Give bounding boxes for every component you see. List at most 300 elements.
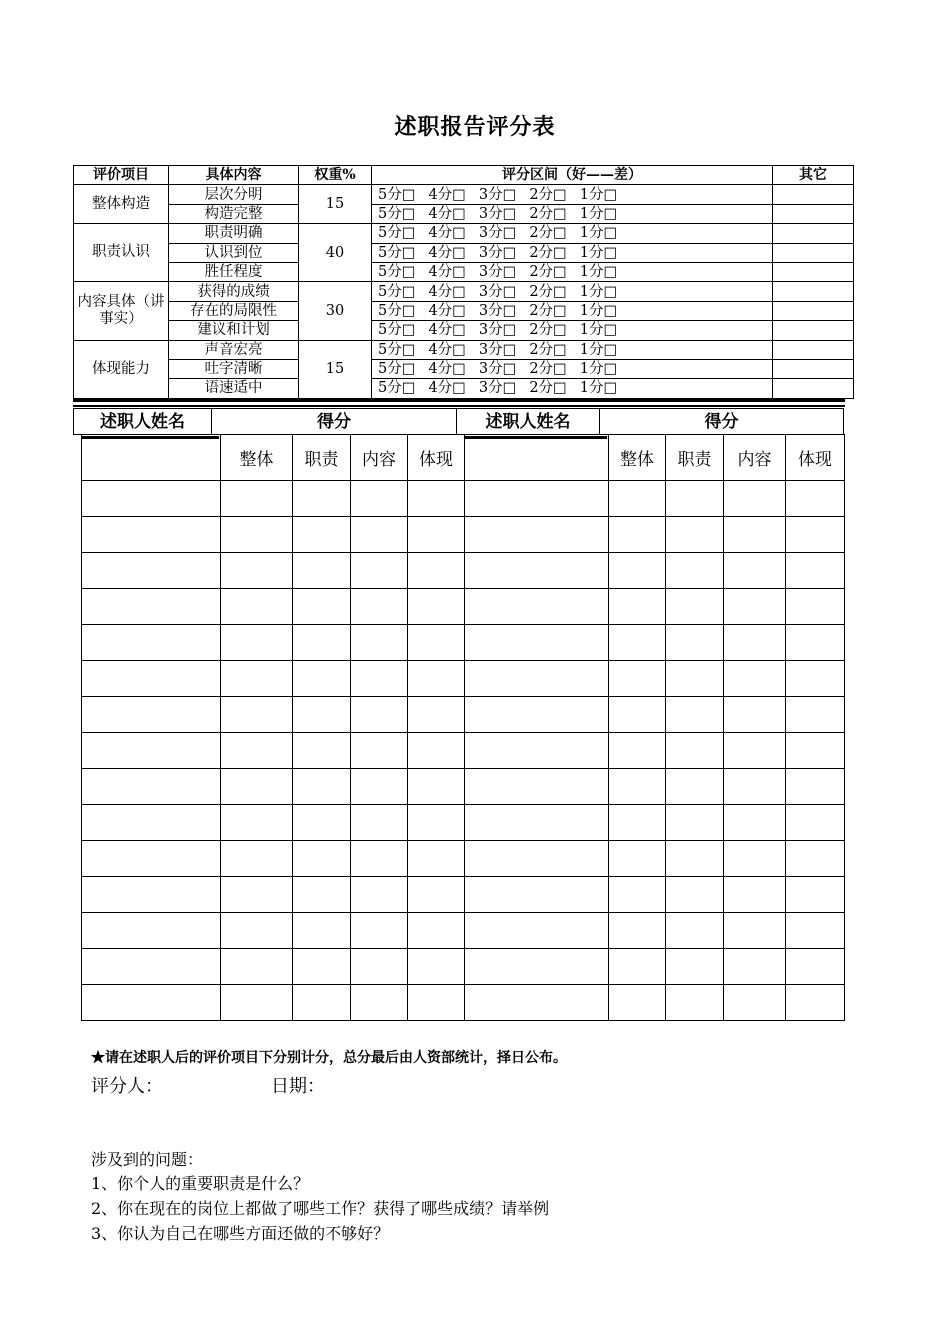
- score-cell[interactable]: [666, 841, 724, 877]
- sub-header-duty: 职责: [666, 435, 724, 481]
- score-options: [372, 301, 773, 320]
- other-cell[interactable]: [773, 204, 854, 223]
- score-cell[interactable]: [408, 481, 465, 517]
- name-cell[interactable]: [82, 435, 221, 481]
- score-cell[interactable]: [666, 949, 724, 985]
- name-cell[interactable]: [465, 913, 609, 949]
- header-cell: 评价项目: [74, 166, 169, 185]
- score-checkbox[interactable]: 3分□: [478, 244, 517, 261]
- name-cell[interactable]: [82, 697, 221, 733]
- score-cell[interactable]: [786, 877, 845, 913]
- score-cell[interactable]: [609, 733, 666, 769]
- score-cell[interactable]: [293, 949, 351, 985]
- score-checkbox[interactable]: 1分□: [579, 264, 618, 281]
- criteria-item: 职责明确: [169, 224, 299, 243]
- score-cell[interactable]: [221, 697, 293, 733]
- criteria-row: [74, 224, 854, 243]
- score-cell[interactable]: [786, 697, 845, 733]
- score-cell[interactable]: [724, 589, 786, 625]
- score-cell[interactable]: [786, 805, 845, 841]
- criteria-row: [74, 301, 854, 320]
- criteria-item: 吐字清晰: [169, 359, 299, 378]
- table-row: [82, 589, 845, 625]
- questions-title: 涉及到的问题：: [91, 1150, 204, 1169]
- score-checkbox[interactable]: 3分□: [478, 302, 517, 319]
- score-cell[interactable]: [408, 733, 465, 769]
- score-options: [372, 185, 773, 204]
- score-cell[interactable]: [609, 769, 666, 805]
- score-cell[interactable]: [786, 913, 845, 949]
- table-row: [82, 769, 845, 805]
- score-cell[interactable]: [408, 877, 465, 913]
- score-cell[interactable]: [408, 949, 465, 985]
- header-cell: 评分区间（好——差）: [372, 166, 773, 185]
- name-cell[interactable]: [82, 949, 221, 985]
- score-checkbox[interactable]: 3分□: [478, 264, 517, 281]
- table-row: [82, 949, 845, 985]
- score-cell[interactable]: [351, 589, 408, 625]
- table-row: [82, 877, 845, 913]
- score-cell[interactable]: [221, 877, 293, 913]
- score-cell[interactable]: [351, 805, 408, 841]
- score-cell[interactable]: [293, 985, 351, 1021]
- score-checkbox[interactable]: 1分□: [579, 225, 618, 242]
- score-checkbox[interactable]: 5分□: [378, 322, 416, 339]
- criteria-row: [74, 185, 854, 204]
- sub-header-ability: 体现: [786, 435, 845, 481]
- score-checkbox[interactable]: 1分□: [579, 244, 618, 261]
- name-cell[interactable]: [465, 985, 609, 1021]
- score-checkbox[interactable]: 2分□: [529, 361, 567, 378]
- score-checkbox[interactable]: 5分□: [378, 264, 416, 281]
- score-options: [372, 243, 773, 262]
- score-checkbox[interactable]: 1分□: [579, 322, 618, 339]
- score-cell[interactable]: [351, 913, 408, 949]
- score-checkbox[interactable]: 5分□: [378, 380, 416, 397]
- score-cell[interactable]: [724, 877, 786, 913]
- score-cell[interactable]: [293, 877, 351, 913]
- name-cell[interactable]: [82, 481, 221, 517]
- table-row: [82, 841, 845, 877]
- score-options: [372, 379, 773, 398]
- score-cell[interactable]: [221, 517, 293, 553]
- score-checkbox[interactable]: 5分□: [378, 302, 416, 319]
- name-cell[interactable]: [465, 733, 609, 769]
- score-cell[interactable]: [408, 697, 465, 733]
- score-cell[interactable]: [408, 769, 465, 805]
- other-cell[interactable]: [773, 321, 854, 340]
- name-cell[interactable]: [82, 805, 221, 841]
- name-cell[interactable]: [465, 769, 609, 805]
- table-row: [82, 985, 845, 1021]
- criteria-group: 体现能力: [74, 340, 169, 398]
- table-row: [82, 913, 845, 949]
- sub-header-duty: 职责: [293, 435, 351, 481]
- score-cell[interactable]: [786, 625, 845, 661]
- criteria-item: 层次分明: [169, 185, 299, 204]
- criteria-row: [74, 204, 854, 223]
- sub-header-content: 内容: [724, 435, 786, 481]
- score-header-left: 得分: [211, 408, 457, 435]
- score-cell[interactable]: [351, 877, 408, 913]
- score-cell[interactable]: [351, 517, 408, 553]
- score-cell[interactable]: [293, 553, 351, 589]
- divider: [73, 405, 845, 407]
- score-cell[interactable]: [786, 841, 845, 877]
- score-checkbox[interactable]: 3分□: [478, 341, 517, 358]
- score-cell[interactable]: [724, 985, 786, 1021]
- header-cell: 其它: [773, 166, 854, 185]
- score-checkbox[interactable]: 5分□: [378, 186, 416, 203]
- score-cell[interactable]: [724, 841, 786, 877]
- score-cell[interactable]: [724, 769, 786, 805]
- score-cell[interactable]: [293, 733, 351, 769]
- score-cell[interactable]: [293, 913, 351, 949]
- name-cell[interactable]: [82, 913, 221, 949]
- score-cell[interactable]: [351, 769, 408, 805]
- score-cell[interactable]: [609, 481, 666, 517]
- score-checkbox[interactable]: 3分□: [478, 205, 517, 222]
- score-cell[interactable]: [786, 553, 845, 589]
- score-cell[interactable]: [786, 949, 845, 985]
- sub-header-content: 内容: [351, 435, 408, 481]
- score-cell[interactable]: [786, 589, 845, 625]
- other-cell[interactable]: [773, 224, 854, 243]
- score-cell[interactable]: [609, 877, 666, 913]
- score-cell[interactable]: [786, 661, 845, 697]
- score-cell[interactable]: [293, 841, 351, 877]
- score-cell[interactable]: [221, 553, 293, 589]
- score-cell[interactable]: [609, 589, 666, 625]
- name-cell[interactable]: [465, 625, 609, 661]
- criteria-item: 建议和计划: [169, 321, 299, 340]
- criteria-row: [74, 340, 854, 359]
- score-cell[interactable]: [408, 841, 465, 877]
- name-cell[interactable]: [465, 877, 609, 913]
- instruction-note: ★请在述职人后的评价项目下分别计分，总分最后由人资部统计，择日公布。: [91, 1050, 567, 1066]
- score-cell[interactable]: [351, 949, 408, 985]
- score-checkbox[interactable]: 2分□: [529, 302, 567, 319]
- score-cell[interactable]: [666, 589, 724, 625]
- name-cell[interactable]: [82, 877, 221, 913]
- score-cell[interactable]: [724, 625, 786, 661]
- score-cell[interactable]: [666, 481, 724, 517]
- name-cell[interactable]: [82, 589, 221, 625]
- score-cell[interactable]: [609, 913, 666, 949]
- score-cell[interactable]: [221, 481, 293, 517]
- table-row: [82, 805, 845, 841]
- other-cell[interactable]: [773, 379, 854, 398]
- divider: [73, 399, 845, 402]
- sub-header-row: [82, 435, 845, 481]
- score-cell[interactable]: [221, 913, 293, 949]
- question-item: 2、你在现在的岗位上都做了哪些工作？获得了哪些成绩？请举例: [91, 1199, 550, 1218]
- score-cell[interactable]: [609, 625, 666, 661]
- name-cell[interactable]: [465, 697, 609, 733]
- score-checkbox[interactable]: 3分□: [478, 322, 517, 339]
- score-cell[interactable]: [724, 697, 786, 733]
- criteria-row: [74, 282, 854, 301]
- score-checkbox[interactable]: 5分□: [378, 361, 416, 378]
- criteria-item: 语速适中: [169, 379, 299, 398]
- name-cell[interactable]: [82, 553, 221, 589]
- score-cell[interactable]: [221, 661, 293, 697]
- score-checkbox[interactable]: 4分□: [428, 186, 466, 203]
- score-options: [372, 321, 773, 340]
- score-cell[interactable]: [724, 733, 786, 769]
- name-header-right: 述职人姓名: [456, 408, 600, 435]
- score-checkbox[interactable]: 5分□: [378, 205, 416, 222]
- score-checkbox[interactable]: 1分□: [579, 341, 618, 358]
- score-checkbox[interactable]: 4分□: [428, 225, 466, 242]
- score-cell[interactable]: [351, 661, 408, 697]
- score-cell[interactable]: [609, 661, 666, 697]
- score-cell[interactable]: [408, 517, 465, 553]
- criteria-item: 认识到位: [169, 243, 299, 262]
- page-title: 述职报告评分表: [394, 114, 556, 140]
- criteria-header-row: [74, 166, 854, 185]
- score-cell[interactable]: [221, 805, 293, 841]
- score-checkbox[interactable]: 4分□: [428, 361, 466, 378]
- score-checkbox[interactable]: 3分□: [478, 225, 517, 242]
- criteria-table: [73, 165, 854, 399]
- score-checkbox[interactable]: 2分□: [529, 322, 567, 339]
- name-cell[interactable]: [465, 435, 609, 481]
- criteria-item: 存在的局限性: [169, 301, 299, 320]
- score-checkbox[interactable]: 5分□: [378, 225, 416, 242]
- other-cell[interactable]: [773, 301, 854, 320]
- score-header-right: 得分: [599, 408, 844, 435]
- score-checkbox[interactable]: 3分□: [478, 380, 517, 397]
- score-cell[interactable]: [408, 625, 465, 661]
- other-cell[interactable]: [773, 340, 854, 359]
- score-cell[interactable]: [666, 661, 724, 697]
- name-cell[interactable]: [82, 733, 221, 769]
- score-checkbox[interactable]: 4分□: [428, 341, 466, 358]
- name-cell[interactable]: [82, 517, 221, 553]
- score-cell[interactable]: [408, 553, 465, 589]
- name-cell[interactable]: [82, 625, 221, 661]
- name-cell[interactable]: [465, 661, 609, 697]
- score-cell[interactable]: [609, 841, 666, 877]
- criteria-row: [74, 262, 854, 281]
- score-cell[interactable]: [666, 877, 724, 913]
- score-cell[interactable]: [666, 553, 724, 589]
- score-cell[interactable]: [609, 805, 666, 841]
- score-checkbox[interactable]: 4分□: [428, 302, 466, 319]
- criteria-weight: 40: [299, 224, 372, 282]
- score-cell[interactable]: [786, 733, 845, 769]
- score-checkbox[interactable]: 1分□: [579, 205, 618, 222]
- score-cell[interactable]: [609, 985, 666, 1021]
- score-cell[interactable]: [293, 697, 351, 733]
- score-checkbox[interactable]: 4分□: [428, 322, 466, 339]
- score-cell[interactable]: [666, 985, 724, 1021]
- name-cell[interactable]: [465, 589, 609, 625]
- score-cell[interactable]: [666, 805, 724, 841]
- score-cell[interactable]: [351, 733, 408, 769]
- score-checkbox[interactable]: 1分□: [579, 283, 618, 300]
- score-cell[interactable]: [408, 589, 465, 625]
- score-cell[interactable]: [408, 661, 465, 697]
- sub-header-overall: 整体: [221, 435, 293, 481]
- score-cell[interactable]: [666, 769, 724, 805]
- criteria-item: 声音宏亮: [169, 340, 299, 359]
- score-options: [372, 282, 773, 301]
- score-checkbox[interactable]: 1分□: [579, 186, 618, 203]
- score-checkbox[interactable]: 2分□: [529, 186, 567, 203]
- criteria-row: [74, 243, 854, 262]
- score-cell[interactable]: [724, 553, 786, 589]
- score-options: [372, 359, 773, 378]
- score-checkbox[interactable]: 2分□: [529, 341, 567, 358]
- name-cell[interactable]: [465, 805, 609, 841]
- score-cell[interactable]: [786, 481, 845, 517]
- table-row: [82, 517, 845, 553]
- name-cell[interactable]: [465, 553, 609, 589]
- score-cell[interactable]: [293, 517, 351, 553]
- other-cell[interactable]: [773, 243, 854, 262]
- score-cell[interactable]: [351, 985, 408, 1021]
- name-cell[interactable]: [465, 949, 609, 985]
- score-cell[interactable]: [221, 949, 293, 985]
- rater-label: 评分人：: [91, 1076, 163, 1097]
- name-cell[interactable]: [465, 841, 609, 877]
- table-row: [82, 733, 845, 769]
- name-cell[interactable]: [82, 841, 221, 877]
- score-checkbox[interactable]: 4分□: [428, 205, 466, 222]
- score-cell[interactable]: [293, 805, 351, 841]
- score-checkbox[interactable]: 4分□: [428, 244, 466, 261]
- criteria-row: [74, 321, 854, 340]
- other-cell[interactable]: [773, 262, 854, 281]
- criteria-group: 整体构造: [74, 185, 169, 224]
- score-cell[interactable]: [609, 517, 666, 553]
- score-checkbox[interactable]: 3分□: [478, 361, 517, 378]
- table-row: [82, 697, 845, 733]
- score-cell[interactable]: [666, 517, 724, 553]
- score-checkbox[interactable]: 5分□: [378, 244, 416, 261]
- score-checkbox[interactable]: 2分□: [529, 205, 567, 222]
- other-cell[interactable]: [773, 282, 854, 301]
- score-cell[interactable]: [408, 985, 465, 1021]
- score-cell[interactable]: [408, 913, 465, 949]
- score-cell[interactable]: [293, 481, 351, 517]
- score-cell[interactable]: [293, 625, 351, 661]
- score-cell[interactable]: [666, 913, 724, 949]
- criteria-weight: 15: [299, 340, 372, 398]
- score-cell[interactable]: [666, 625, 724, 661]
- name-cell[interactable]: [82, 985, 221, 1021]
- score-checkbox[interactable]: 5分□: [378, 341, 416, 358]
- score-cell[interactable]: [724, 805, 786, 841]
- table-row: [82, 481, 845, 517]
- score-cell[interactable]: [351, 553, 408, 589]
- criteria-weight: 30: [299, 282, 372, 340]
- score-cell[interactable]: [666, 733, 724, 769]
- score-cell[interactable]: [221, 625, 293, 661]
- score-checkbox[interactable]: 2分□: [529, 264, 567, 281]
- score-options: [372, 224, 773, 243]
- score-checkbox[interactable]: 4分□: [428, 283, 466, 300]
- score-cell[interactable]: [293, 661, 351, 697]
- table-row: [82, 553, 845, 589]
- score-cell[interactable]: [786, 985, 845, 1021]
- score-cell[interactable]: [221, 733, 293, 769]
- score-cell[interactable]: [724, 481, 786, 517]
- name-cell[interactable]: [465, 517, 609, 553]
- score-checkbox[interactable]: 1分□: [579, 380, 618, 397]
- score-options: [372, 340, 773, 359]
- score-checkbox[interactable]: 4分□: [428, 380, 466, 397]
- score-cell[interactable]: [221, 589, 293, 625]
- score-cell[interactable]: [724, 517, 786, 553]
- score-checkbox[interactable]: 1分□: [579, 361, 618, 378]
- header-cell: 权重%: [299, 166, 372, 185]
- criteria-item: 胜任程度: [169, 262, 299, 281]
- other-cell[interactable]: [773, 359, 854, 378]
- name-cell[interactable]: [82, 661, 221, 697]
- table-row: [82, 661, 845, 697]
- name-cell[interactable]: [465, 481, 609, 517]
- score-cell[interactable]: [724, 949, 786, 985]
- score-cell[interactable]: [221, 769, 293, 805]
- score-cell[interactable]: [293, 769, 351, 805]
- score-checkbox[interactable]: 3分□: [478, 186, 517, 203]
- header-cell: 具体内容: [169, 166, 299, 185]
- score-cell[interactable]: [609, 553, 666, 589]
- score-checkbox[interactable]: 3分□: [478, 283, 517, 300]
- date-label: 日期：: [271, 1076, 325, 1097]
- score-checkbox[interactable]: 2分□: [529, 380, 567, 397]
- criteria-row: [74, 379, 854, 398]
- score-cell[interactable]: [408, 805, 465, 841]
- score-cell[interactable]: [293, 589, 351, 625]
- score-options: [372, 262, 773, 281]
- table-row: [82, 625, 845, 661]
- criteria-weight: 15: [299, 185, 372, 224]
- sub-header-overall: 整体: [609, 435, 666, 481]
- criteria-group: 内容具体（讲事实）: [74, 282, 169, 340]
- score-checkbox[interactable]: 5分□: [378, 283, 416, 300]
- score-cell[interactable]: [786, 517, 845, 553]
- other-cell[interactable]: [773, 185, 854, 204]
- score-cell[interactable]: [221, 841, 293, 877]
- score-cell[interactable]: [609, 697, 666, 733]
- score-cell[interactable]: [221, 985, 293, 1021]
- score-cell[interactable]: [786, 769, 845, 805]
- score-cell[interactable]: [609, 949, 666, 985]
- score-checkbox[interactable]: 2分□: [529, 283, 567, 300]
- score-cell[interactable]: [666, 697, 724, 733]
- score-cell[interactable]: [724, 661, 786, 697]
- score-checkbox[interactable]: 1分□: [579, 302, 618, 319]
- scoring-table: [81, 434, 845, 1021]
- score-checkbox[interactable]: 2分□: [529, 244, 567, 261]
- score-checkbox[interactable]: 2分□: [529, 225, 567, 242]
- score-cell[interactable]: [351, 697, 408, 733]
- score-cell[interactable]: [351, 625, 408, 661]
- name-cell[interactable]: [82, 769, 221, 805]
- criteria-row: [74, 359, 854, 378]
- score-cell[interactable]: [351, 481, 408, 517]
- score-cell[interactable]: [724, 913, 786, 949]
- criteria-group: 职责认识: [74, 224, 169, 282]
- score-cell[interactable]: [351, 841, 408, 877]
- sub-header-ability: 体现: [408, 435, 465, 481]
- criteria-item: 构造完整: [169, 204, 299, 223]
- score-checkbox[interactable]: 4分□: [428, 264, 466, 281]
